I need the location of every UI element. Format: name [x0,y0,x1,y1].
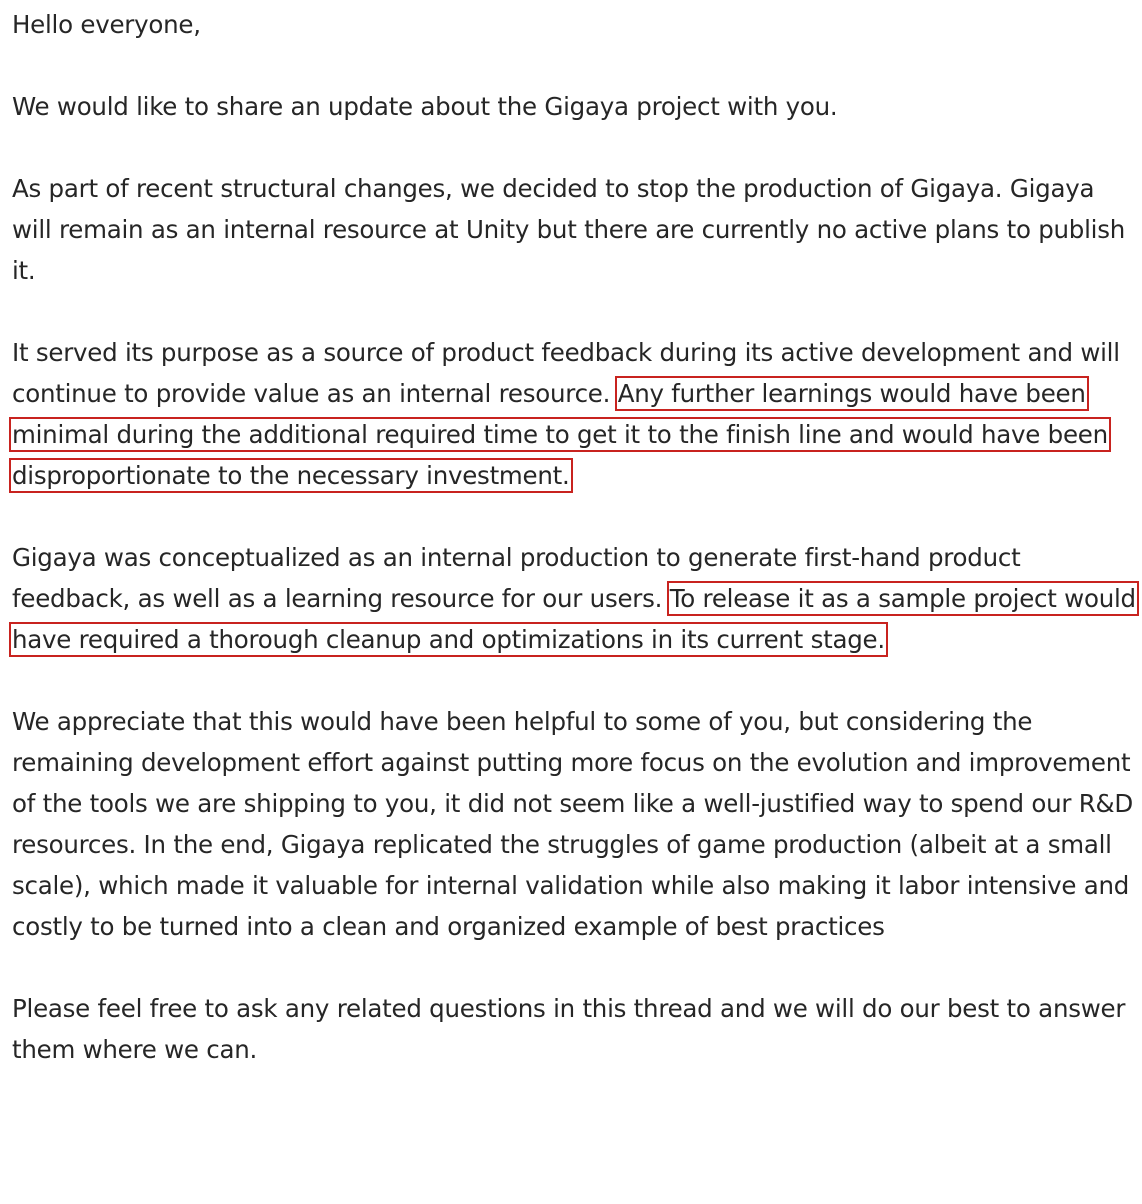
conceptualized-paragraph [12,537,1138,660]
highlighted-learnings-text: Any further learnings would have been minimal during the additional required time to get it to the finish line and would have been disproportionate to the necessary investment. [12,379,1108,490]
purpose-paragraph [12,332,1138,496]
update-paragraph [12,86,1138,127]
greeting-paragraph [12,4,1138,45]
appreciation-text: We appreciate that this would have been helpful to some of you, but considering the remaining development effort against putting more focus on the evolution and improvement of the tools we are shipping to you, it did not seem like a well-justified way to spend our R&D resources. In the end, Gigaya replicated the struggles of game production (albeit at a small scale), which made it valuable for internal validation while also making it labor intensive and costly to be turned into a clean and organized example of best practices [12,707,1133,941]
purpose-text: It served its purpose as a source of product feedback during its active development and will continue to provide value as an internal resource. [12,338,1120,408]
conceptualized-text: Gigaya was conceptualized as an internal production to generate first-hand product feedback, as well as a learning resource for our users. [12,543,1021,613]
structural-changes-text: As part of recent structural changes, we decided to stop the production of Gigaya. Gigaya will remain as an internal resource at Unity but there are currently no active plans to publish it. [12,174,1126,285]
questions-paragraph [12,988,1138,1070]
highlighted-release-text: To release it as a sample project would have required a thorough cleanup and optimizations in its current stage. [12,584,1136,654]
post-body [12,4,1138,1070]
appreciation-paragraph [12,701,1138,947]
questions-text: Please feel free to ask any related questions in this thread and we will do our best to answer them where we can. [12,994,1126,1064]
update-text: We would like to share an update about the Gigaya project with you. [12,92,838,121]
greeting-text: Hello everyone, [12,10,201,39]
structural-changes-paragraph [12,168,1138,291]
